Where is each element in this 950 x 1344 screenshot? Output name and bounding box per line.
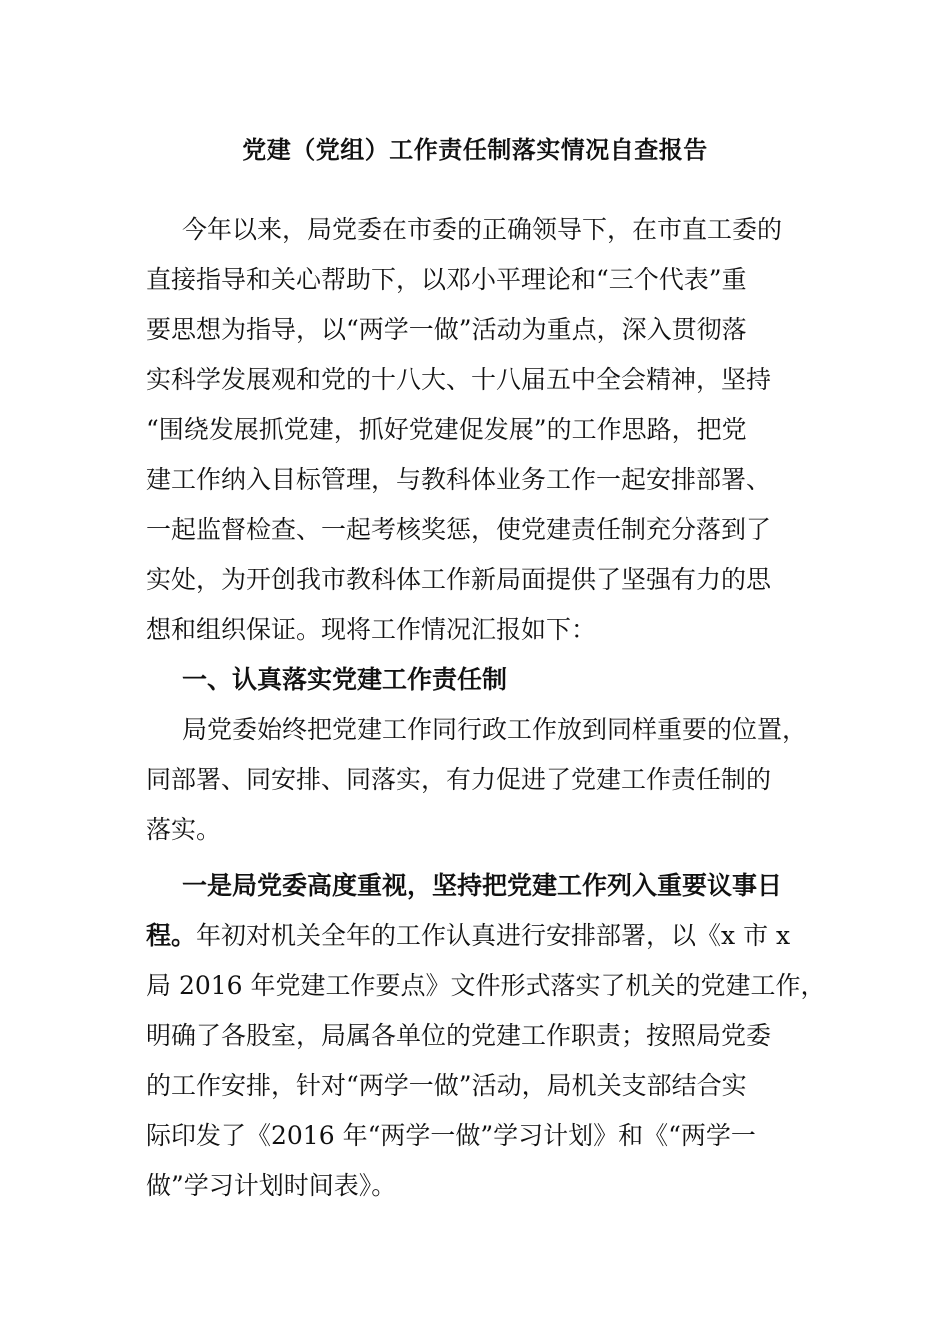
- body-line: 的工作安排，针对“两学一做”活动，局机关支部结合实: [146, 1071, 747, 1100]
- body-line: 直接指导和关心帮助下，以邓小平理论和“三个代表”重: [146, 265, 747, 294]
- body-line: “围绕发展抓党建，抓好党建促发展”的工作思路，把党: [146, 415, 747, 444]
- body-line: 实科学发展观和党的十八大、十八届五中全会精神，坚持: [146, 365, 772, 394]
- body-line: 今年以来，局党委在市委的正确领导下，在市直工委的: [182, 215, 783, 244]
- body-text: 年初对机关全年的工作认真进行安排部署，以《x 市 x: [196, 921, 791, 950]
- body-line: [146, 911, 811, 961]
- document-body: [146, 205, 826, 1211]
- body-line: 要思想为指导，以“两学一做”活动为重点，深入贯彻落: [146, 315, 747, 344]
- body-line: 建工作纳入目标管理，与教科体业务工作一起安排部署、: [146, 465, 772, 494]
- subsection-heading: 一是局党委高度重视，坚持把党建工作列入重要议事日: [182, 871, 783, 900]
- body-line: 局党委始终把党建工作同行政工作放到同样重要的位置，: [182, 715, 808, 744]
- body-line: 同部署、同安排、同落实，有力促进了党建工作责任制的: [146, 765, 772, 794]
- body-line: 实处，为开创我市教科体工作新局面提供了坚强有力的思: [146, 565, 772, 594]
- body-line: 落实。: [146, 815, 222, 844]
- body-line: 局 2016 年党建工作要点》文件形式落实了机关的党建工作，: [146, 971, 826, 1000]
- body-line: 做”学习计划时间表》。: [146, 1171, 397, 1200]
- body-line: 明确了各股室，局属各单位的党建工作职责；按照局党委: [146, 1021, 772, 1050]
- section-heading: 一、认真落实党建工作责任制: [182, 665, 508, 694]
- document-title: 党建（党组）工作责任制落实情况自查报告: [242, 135, 708, 164]
- subsection-heading-tail: 程。: [146, 921, 197, 950]
- body-line: 一起监督检查、一起考核奖惩，使党建责任制充分落到了: [146, 515, 772, 544]
- body-line: 际印发了《2016 年“两学一做”学习计划》和《“两学一: [146, 1121, 756, 1150]
- body-line: 想和组织保证。现将工作情况汇报如下：: [146, 615, 597, 644]
